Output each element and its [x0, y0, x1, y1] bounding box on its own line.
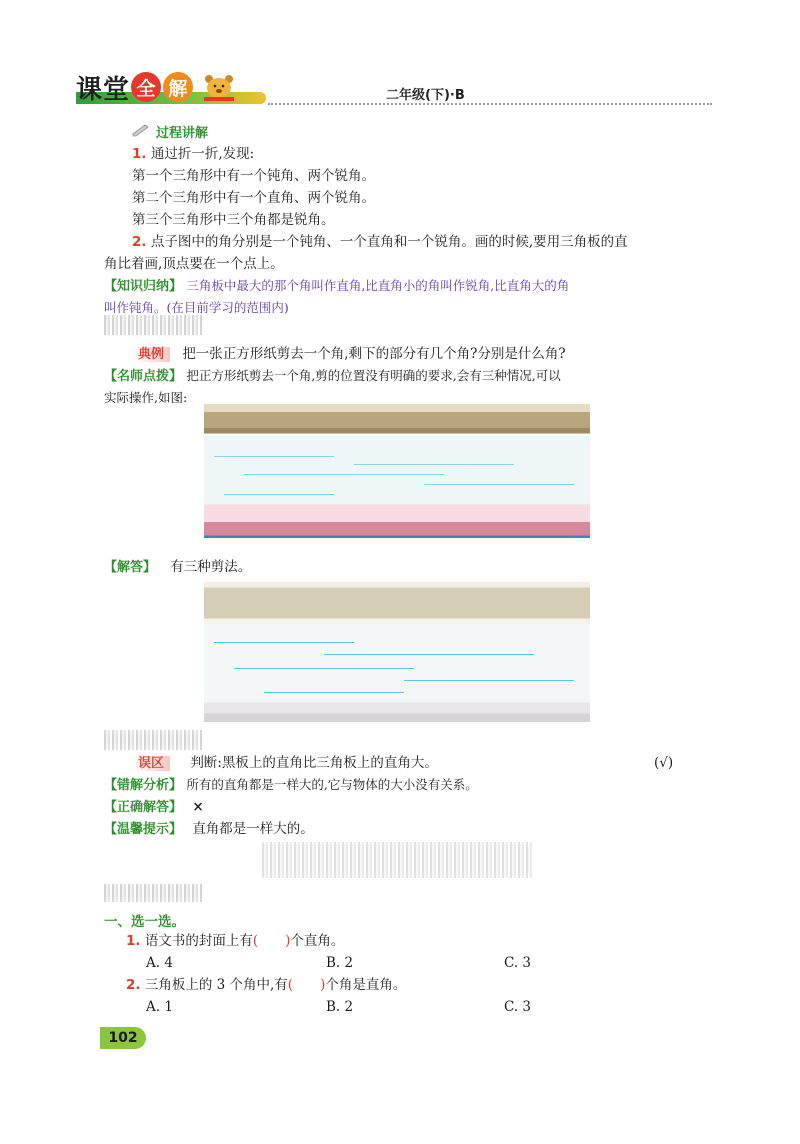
- tip-row: [104, 818, 314, 841]
- analysis-text: 所有的直角都是一样大的,它与物体的大小没有关系。: [186, 777, 478, 792]
- item-number: 1.: [132, 146, 147, 162]
- correct-text: ×: [192, 799, 204, 815]
- correct-tag: 【正确解答】: [104, 800, 183, 815]
- logo-char-1: 课: [76, 74, 104, 105]
- q1-option-a[interactable]: A. 4: [146, 955, 173, 971]
- example-row: [132, 343, 566, 366]
- process-item-2: [132, 231, 628, 253]
- q2-option-b[interactable]: B. 2: [326, 999, 354, 1015]
- header-divider: [268, 103, 712, 105]
- question-pre: 三角板上的 3 个角中,有: [144, 977, 288, 993]
- watermark-band: [262, 842, 534, 878]
- section-banner-2: [104, 730, 202, 750]
- answer-tag: 【解答】: [104, 560, 157, 575]
- process-item-1: [132, 143, 254, 165]
- section-banner-3: [104, 884, 202, 902]
- question-post: 个角是直角。: [325, 977, 407, 993]
- q1-option-c[interactable]: C. 3: [504, 955, 532, 971]
- question-number: 1.: [126, 933, 141, 949]
- item-number: 2.: [132, 234, 147, 250]
- knowledge-text: 三角板中最大的那个角叫作直角,比直角小的角叫作锐角,比直角大的角: [186, 278, 570, 293]
- logo-char-2: 堂: [103, 74, 131, 105]
- answer-blank[interactable]: ( ): [287, 977, 326, 993]
- page-number: 102: [100, 1027, 146, 1049]
- example-tag: 典例: [132, 347, 170, 362]
- question-post: 个直角。: [290, 933, 345, 949]
- section-banner: [104, 315, 202, 335]
- item-text: 点子图中的角分别是一个钝角、一个直角和一个锐角。画的时候,要用三角板的直: [150, 234, 628, 250]
- mistake-row: [132, 752, 438, 775]
- process-line-3: 第三个三角形中三个角都是锐角。: [132, 212, 335, 228]
- hint-tag: 【名师点拨】: [104, 369, 183, 384]
- question-number: 2.: [126, 977, 141, 993]
- process-line-1: 第一个三角形中有一个钝角、两个锐角。: [132, 168, 375, 184]
- cut-square-figure: [204, 404, 590, 538]
- grade-label: 二年级(下)·B: [386, 88, 465, 103]
- knowledge-tag: 【知识归纳】: [104, 279, 183, 294]
- mistake-text: 判断:黑板上的直角比三角板上的直角大。: [190, 755, 438, 771]
- knowledge-row: [104, 275, 569, 298]
- example-text: 把一张正方形纸剪去一个角,剩下的部分有几个角?分别是什么角?: [182, 346, 566, 362]
- item-text: 通过折一折,发现:: [150, 146, 255, 162]
- answer-row: [104, 556, 251, 579]
- logo-char-4: 解: [163, 72, 193, 102]
- bear-mascot-icon: [202, 73, 236, 101]
- q2-option-a[interactable]: A. 1: [146, 999, 173, 1015]
- q2-option-c[interactable]: C. 3: [504, 999, 532, 1015]
- analysis-row: [104, 774, 478, 797]
- three-cuts-figure: [204, 582, 590, 722]
- knowledge-text-cont: 叫作钝角。(在目前学习的范围内): [104, 300, 289, 315]
- process-line-2: 第二个三角形中有一个直角、两个锐角。: [132, 190, 375, 206]
- q1-option-b[interactable]: B. 2: [326, 955, 354, 971]
- tip-text: 直角都是一样大的。: [192, 821, 314, 837]
- question-pre: 语文书的封面上有: [144, 933, 253, 949]
- correct-row: [104, 796, 204, 819]
- question-2: [126, 974, 406, 996]
- logo-char-3: 全: [131, 72, 161, 102]
- answer-blank[interactable]: ( ): [252, 933, 291, 949]
- hint-text-cont: 实际操作,如图:: [104, 390, 188, 405]
- answer-text: 有三种剪法。: [170, 559, 252, 575]
- question-1: [126, 930, 344, 952]
- brand-logo: [76, 70, 236, 104]
- exercise-title: 一、选一选。: [104, 914, 185, 930]
- hint-text: 把正方形纸剪去一个角,剪的位置没有明确的要求,会有三种情况,可以: [186, 368, 561, 383]
- hint-row: [104, 365, 561, 388]
- pencil-icon: [132, 124, 150, 138]
- analysis-tag: 【错解分析】: [104, 778, 183, 793]
- process-title: 过程讲解: [156, 126, 209, 141]
- process-item-2-cont: 角比着画,顶点要在一个点上。: [104, 256, 284, 272]
- mistake-tag: 误区: [132, 756, 170, 771]
- mistake-mark: (√): [654, 755, 674, 771]
- tip-tag: 【温馨提示】: [104, 822, 183, 837]
